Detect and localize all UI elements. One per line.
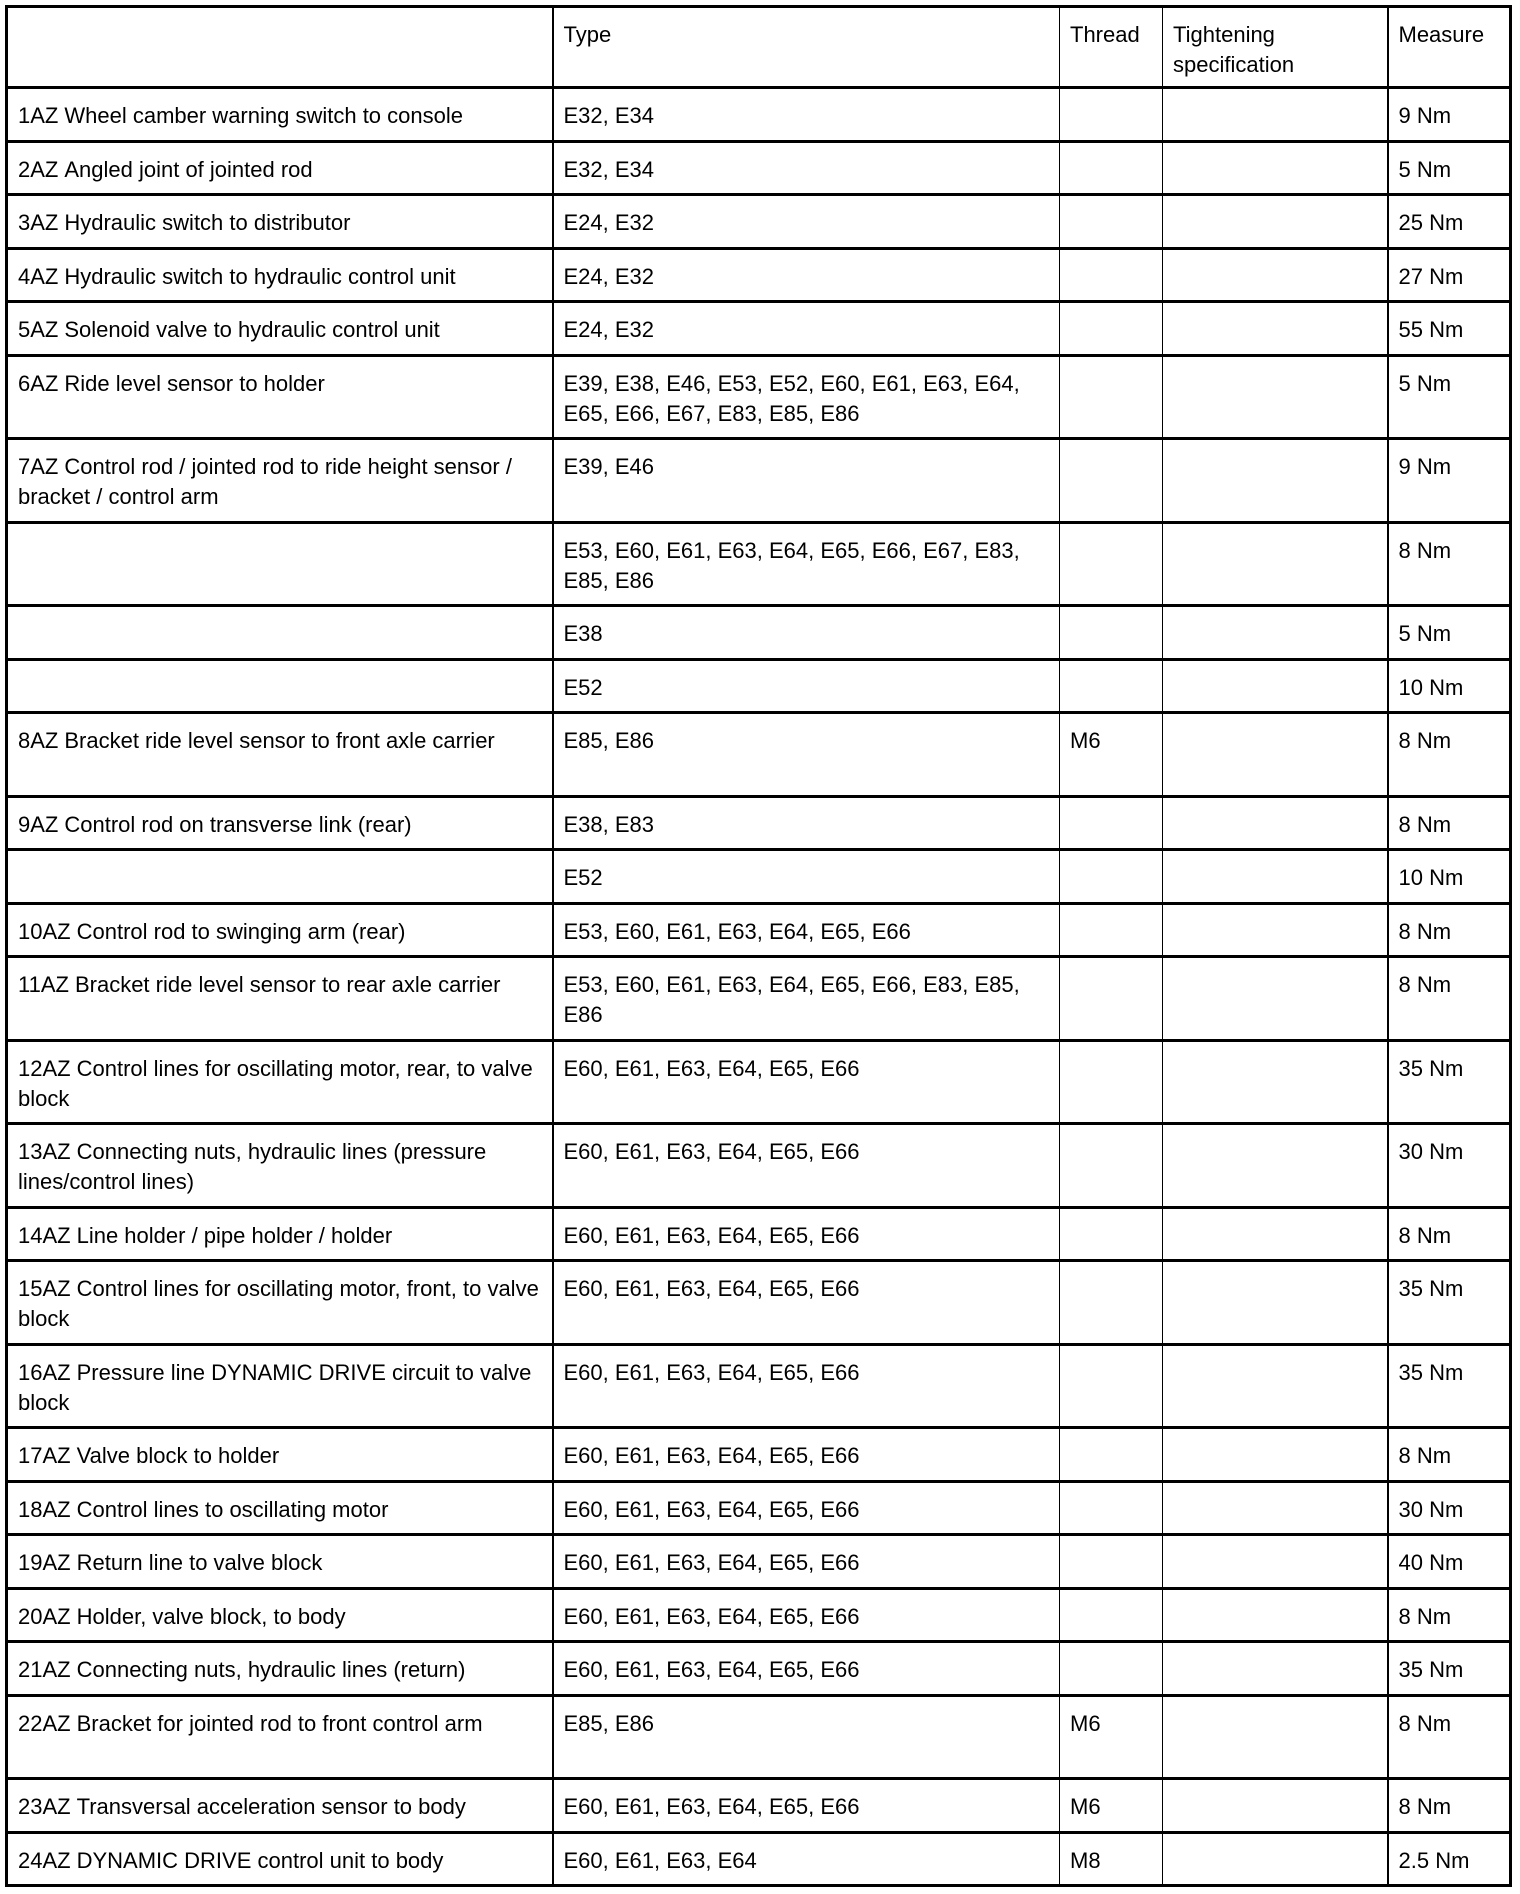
item-code: 14AZ (18, 1222, 71, 1248)
item-code: 24AZ (18, 1847, 71, 1873)
cell-description (7, 1642, 553, 1696)
header-thread: Thread (1060, 7, 1163, 88)
table-row (7, 1040, 1511, 1124)
cell-measure: 8 Nm (1388, 1588, 1511, 1642)
table-row (7, 1832, 1511, 1886)
table-row (7, 796, 1511, 850)
cell-type: E85, E86 (553, 713, 1060, 797)
cell-thread (1060, 659, 1163, 713)
cell-thread (1060, 141, 1163, 195)
torque-spec-table (5, 5, 1512, 1887)
cell-tightening-specification (1163, 606, 1388, 660)
cell-description (7, 1535, 553, 1589)
cell-description (7, 355, 553, 439)
item-description: Connecting nuts, hydraulic lines (return) (76, 1657, 466, 1682)
cell-thread (1060, 439, 1163, 523)
cell-measure: 8 Nm (1388, 957, 1511, 1041)
cell-description (7, 1695, 553, 1779)
cell-measure: 35 Nm (1388, 1642, 1511, 1696)
cell-description (7, 522, 553, 606)
cell-tightening-specification (1163, 1779, 1388, 1833)
cell-type: E24, E32 (553, 195, 1060, 249)
table-row (7, 659, 1511, 713)
item-code (18, 538, 24, 563)
item-code: 15AZ (18, 1276, 71, 1301)
cell-tightening-specification (1163, 1832, 1388, 1886)
cell-tightening-specification (1163, 1695, 1388, 1779)
table-row (7, 439, 1511, 523)
item-code: 21AZ (18, 1657, 71, 1682)
cell-tightening-specification (1163, 1040, 1388, 1124)
table-row (7, 903, 1511, 957)
cell-measure: 35 Nm (1388, 1261, 1511, 1345)
cell-measure: 30 Nm (1388, 1124, 1511, 1208)
item-description: Bracket ride level sensor to rear axle carrier (74, 972, 501, 997)
cell-tightening-specification (1163, 850, 1388, 904)
table-row (7, 850, 1511, 904)
item-code: 23AZ (18, 1794, 71, 1819)
item-description: Holder, valve block, to body (76, 1603, 346, 1629)
cell-thread (1060, 522, 1163, 606)
item-description: Hydraulic switch to distributor (64, 210, 351, 235)
cell-type: E24, E32 (553, 302, 1060, 356)
item-code: 3AZ (18, 210, 59, 235)
cell-tightening-specification (1163, 141, 1388, 195)
table-row (7, 302, 1511, 356)
item-description: Wheel camber warning switch to console (64, 103, 463, 128)
item-code: 10AZ (18, 918, 71, 944)
item-description: Pressure line DYNAMIC DRIVE circuit to valve block (18, 1359, 532, 1415)
cell-description (7, 606, 553, 660)
item-description: Control lines for oscillating motor, front, to valve block (18, 1276, 539, 1331)
cell-tightening-specification (1163, 248, 1388, 302)
cell-description (7, 957, 553, 1041)
cell-thread (1060, 1642, 1163, 1696)
cell-type: E85, E86 (553, 1695, 1060, 1779)
table-row (7, 141, 1511, 195)
cell-description (7, 248, 553, 302)
table-row (7, 957, 1511, 1041)
item-code: 18AZ (18, 1496, 71, 1522)
cell-tightening-specification (1163, 957, 1388, 1041)
item-code (18, 675, 24, 700)
cell-type: E60, E61, E63, E64, E65, E66 (553, 1779, 1060, 1833)
item-description: Line holder / pipe holder / holder (76, 1222, 393, 1248)
cell-measure: 5 Nm (1388, 141, 1511, 195)
item-description: Transversal acceleration sensor to body (76, 1794, 466, 1819)
cell-thread (1060, 1261, 1163, 1345)
cell-description (7, 1344, 553, 1428)
item-code: 1AZ (18, 103, 59, 128)
item-description: Bracket for jointed rod to front control arm (76, 1710, 483, 1736)
item-code: 8AZ (18, 728, 59, 753)
cell-tightening-specification (1163, 355, 1388, 439)
item-code: 6AZ (18, 370, 59, 396)
item-code: 22AZ (18, 1710, 71, 1736)
cell-description (7, 850, 553, 904)
cell-thread (1060, 1040, 1163, 1124)
item-code: 7AZ (18, 454, 59, 479)
cell-thread (1060, 195, 1163, 249)
cell-thread (1060, 1428, 1163, 1482)
table-row (7, 522, 1511, 606)
cell-description (7, 1124, 553, 1208)
item-description: Valve block to holder (76, 1443, 280, 1468)
cell-thread (1060, 88, 1163, 142)
item-description: Ride level sensor to holder (64, 370, 325, 396)
cell-tightening-specification (1163, 195, 1388, 249)
cell-tightening-specification (1163, 1535, 1388, 1589)
cell-tightening-specification (1163, 1344, 1388, 1428)
table-row (7, 355, 1511, 439)
table-row (7, 88, 1511, 142)
cell-measure: 5 Nm (1388, 606, 1511, 660)
item-description: Control rod on transverse link (rear) (64, 811, 412, 837)
item-description: Hydraulic switch to hydraulic control unit (64, 263, 456, 289)
cell-thread (1060, 796, 1163, 850)
cell-tightening-specification (1163, 796, 1388, 850)
table-row (7, 1124, 1511, 1208)
cell-thread (1060, 606, 1163, 660)
item-code (18, 621, 24, 646)
cell-type: E38, E83 (553, 796, 1060, 850)
table-row (7, 1344, 1511, 1428)
cell-tightening-specification (1163, 522, 1388, 606)
item-code: 5AZ (18, 317, 59, 342)
cell-measure: 8 Nm (1388, 1779, 1511, 1833)
item-description: Bracket ride level sensor to front axle carrier (64, 728, 495, 753)
cell-thread (1060, 957, 1163, 1041)
cell-type: E60, E61, E63, E64, E65, E66 (553, 1535, 1060, 1589)
table-body (7, 88, 1511, 1886)
cell-description (7, 1428, 553, 1482)
cell-type: E53, E60, E61, E63, E64, E65, E66, E67, E83, E85, E86 (553, 522, 1060, 606)
cell-measure: 8 Nm (1388, 1207, 1511, 1261)
cell-tightening-specification (1163, 1588, 1388, 1642)
cell-type: E60, E61, E63, E64, E65, E66 (553, 1124, 1060, 1208)
item-code: 11AZ (18, 972, 69, 997)
cell-tightening-specification (1163, 659, 1388, 713)
cell-type: E60, E61, E63, E64, E65, E66 (553, 1428, 1060, 1482)
cell-thread: M6 (1060, 1779, 1163, 1833)
cell-thread: M6 (1060, 713, 1163, 797)
cell-description (7, 302, 553, 356)
cell-measure: 55 Nm (1388, 302, 1511, 356)
cell-measure: 35 Nm (1388, 1344, 1511, 1428)
cell-measure: 30 Nm (1388, 1481, 1511, 1535)
cell-description (7, 659, 553, 713)
item-code: 9AZ (18, 811, 59, 837)
cell-thread (1060, 903, 1163, 957)
cell-measure: 8 Nm (1388, 1695, 1511, 1779)
cell-tightening-specification (1163, 1481, 1388, 1535)
cell-thread (1060, 302, 1163, 356)
cell-type: E39, E46 (553, 439, 1060, 523)
cell-tightening-specification (1163, 1642, 1388, 1696)
cell-description (7, 796, 553, 850)
item-code (18, 865, 24, 890)
cell-description (7, 1779, 553, 1833)
cell-description (7, 713, 553, 797)
cell-description (7, 195, 553, 249)
cell-type: E32, E34 (553, 88, 1060, 142)
cell-description (7, 1481, 553, 1535)
cell-type: E60, E61, E63, E64, E65, E66 (553, 1642, 1060, 1696)
cell-thread (1060, 355, 1163, 439)
cell-thread: M8 (1060, 1832, 1163, 1886)
table-row (7, 1481, 1511, 1535)
item-code: 4AZ (18, 263, 59, 289)
table-row (7, 1779, 1511, 1833)
table-row (7, 1535, 1511, 1589)
cell-description (7, 439, 553, 523)
cell-measure: 35 Nm (1388, 1040, 1511, 1124)
cell-type: E60, E61, E63, E64, E65, E66 (553, 1207, 1060, 1261)
item-code: 20AZ (18, 1603, 71, 1629)
cell-thread: M6 (1060, 1695, 1163, 1779)
cell-tightening-specification (1163, 1124, 1388, 1208)
cell-type: E60, E61, E63, E64 (553, 1832, 1060, 1886)
cell-tightening-specification (1163, 1261, 1388, 1345)
cell-measure: 27 Nm (1388, 248, 1511, 302)
table-row (7, 195, 1511, 249)
cell-type: E60, E61, E63, E64, E65, E66 (553, 1040, 1060, 1124)
cell-type: E60, E61, E63, E64, E65, E66 (553, 1588, 1060, 1642)
cell-type: E39, E38, E46, E53, E52, E60, E61, E63, E64, E65, E66, E67, E83, E85, E86 (553, 355, 1060, 439)
cell-thread (1060, 1207, 1163, 1261)
cell-measure: 8 Nm (1388, 713, 1511, 797)
table-row (7, 1695, 1511, 1779)
cell-thread (1060, 1124, 1163, 1208)
cell-measure: 8 Nm (1388, 1428, 1511, 1482)
header-type: Type (553, 7, 1060, 88)
cell-type: E52 (553, 850, 1060, 904)
cell-measure: 25 Nm (1388, 195, 1511, 249)
item-code: 13AZ (18, 1139, 71, 1164)
item-description: Control rod to swinging arm (rear) (76, 918, 406, 944)
cell-tightening-specification (1163, 1207, 1388, 1261)
item-description: Connecting nuts, hydraulic lines (pressure lines/control lines) (18, 1139, 487, 1194)
cell-measure: 40 Nm (1388, 1535, 1511, 1589)
cell-measure: 8 Nm (1388, 522, 1511, 606)
cell-measure: 9 Nm (1388, 439, 1511, 523)
cell-measure: 2.5 Nm (1388, 1832, 1511, 1886)
cell-measure: 5 Nm (1388, 355, 1511, 439)
item-description: Control lines to oscillating motor (76, 1496, 389, 1522)
table-row (7, 1642, 1511, 1696)
cell-measure: 10 Nm (1388, 659, 1511, 713)
table-header-row (7, 7, 1511, 88)
item-code: 16AZ (18, 1359, 71, 1385)
cell-thread (1060, 1535, 1163, 1589)
cell-description (7, 1040, 553, 1124)
cell-description (7, 88, 553, 142)
cell-description (7, 903, 553, 957)
item-description: Angled joint of jointed rod (64, 156, 313, 182)
cell-type: E38 (553, 606, 1060, 660)
cell-type: E32, E34 (553, 141, 1060, 195)
cell-tightening-specification (1163, 903, 1388, 957)
cell-thread (1060, 1481, 1163, 1535)
cell-tightening-specification (1163, 713, 1388, 797)
cell-description (7, 1588, 553, 1642)
cell-type: E60, E61, E63, E64, E65, E66 (553, 1261, 1060, 1345)
cell-thread (1060, 1344, 1163, 1428)
cell-thread (1060, 1588, 1163, 1642)
item-description: Control rod / jointed rod to ride height sensor / bracket / control arm (18, 454, 512, 509)
item-code: 17AZ (18, 1443, 71, 1468)
table-row (7, 713, 1511, 797)
cell-measure: 9 Nm (1388, 88, 1511, 142)
cell-tightening-specification (1163, 1428, 1388, 1482)
cell-type: E60, E61, E63, E64, E65, E66 (553, 1344, 1060, 1428)
cell-measure: 10 Nm (1388, 850, 1511, 904)
table-row (7, 248, 1511, 302)
header-measure: Measure (1388, 7, 1511, 88)
table-row (7, 1261, 1511, 1345)
cell-type: E60, E61, E63, E64, E65, E66 (553, 1481, 1060, 1535)
table-row (7, 1207, 1511, 1261)
header-description (7, 7, 553, 88)
cell-description (7, 141, 553, 195)
cell-description (7, 1207, 553, 1261)
cell-measure: 8 Nm (1388, 796, 1511, 850)
item-code: 2AZ (18, 156, 59, 182)
header-tightening-specification: Tightening specification (1163, 7, 1388, 88)
cell-thread (1060, 850, 1163, 904)
cell-type: E53, E60, E61, E63, E64, E65, E66, E83, E85, E86 (553, 957, 1060, 1041)
table-row (7, 1588, 1511, 1642)
table-row (7, 1428, 1511, 1482)
cell-thread (1060, 248, 1163, 302)
cell-description (7, 1832, 553, 1886)
cell-tightening-specification (1163, 88, 1388, 142)
cell-tightening-specification (1163, 302, 1388, 356)
item-description: DYNAMIC DRIVE control unit to body (76, 1847, 444, 1873)
cell-measure: 8 Nm (1388, 903, 1511, 957)
cell-tightening-specification (1163, 439, 1388, 523)
item-description: Control lines for oscillating motor, rear, to valve block (18, 1055, 533, 1111)
item-description: Solenoid valve to hydraulic control unit (64, 317, 440, 342)
cell-description (7, 1261, 553, 1345)
item-code: 12AZ (18, 1055, 71, 1081)
table-row (7, 606, 1511, 660)
cell-type: E53, E60, E61, E63, E64, E65, E66 (553, 903, 1060, 957)
item-code: 19AZ (18, 1550, 71, 1575)
item-description: Return line to valve block (76, 1550, 323, 1575)
cell-type: E52 (553, 659, 1060, 713)
cell-type: E24, E32 (553, 248, 1060, 302)
